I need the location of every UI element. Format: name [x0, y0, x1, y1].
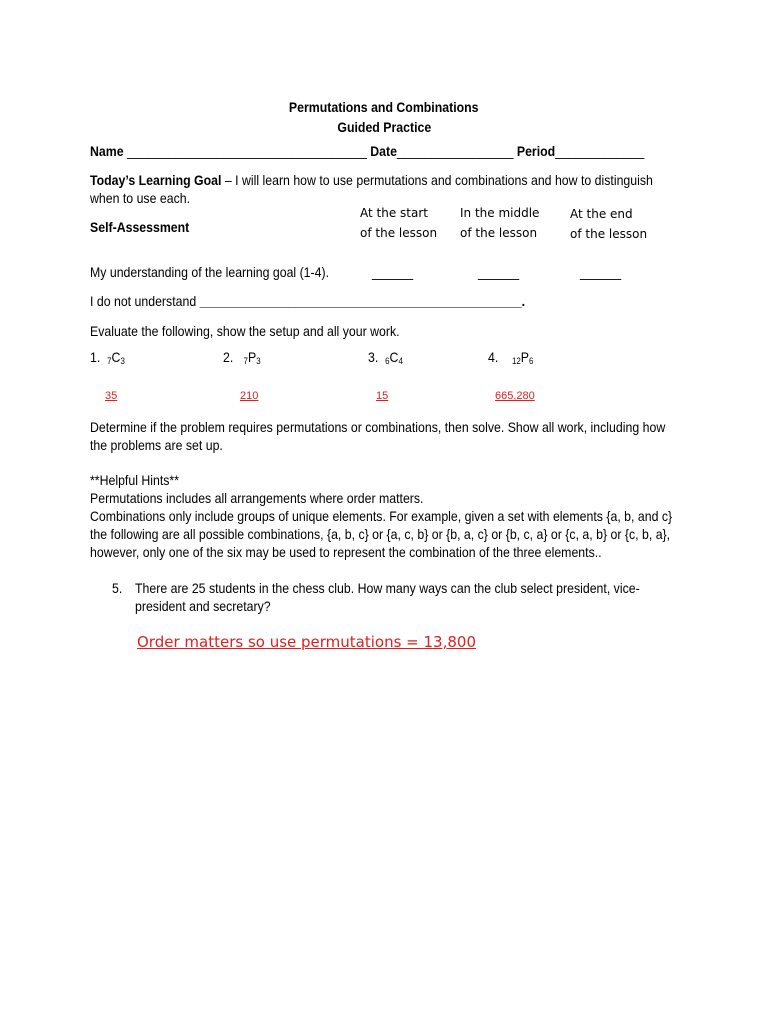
hints-title: **Helpful Hints**: [90, 472, 180, 488]
problem-3: 3. 6C4: [368, 349, 403, 366]
learning-goal-label: Today’s Learning Goal: [90, 172, 222, 188]
name-label: Name: [90, 143, 124, 159]
column-end: At the end of the lesson: [570, 207, 648, 241]
problem-4: 4. 12P6: [488, 349, 534, 366]
hints-line-2: Combinations only include groups of unique elements. For example, given a set with elements {a, b, and c}: [90, 508, 673, 524]
date-blank[interactable]: _________________: [396, 143, 514, 159]
determine-line-1: Determine if the problem requires permutations or combinations, then solve. Show all work, including how: [90, 419, 666, 435]
problem-5-number: 5.: [112, 580, 123, 596]
answer-3: 15: [376, 390, 389, 402]
problem-1: 1. 7C3: [90, 349, 125, 366]
not-understand-label: I do not understand: [90, 293, 197, 309]
problem-5-line-2: president and secretary?: [135, 598, 271, 614]
answer-2: 210: [240, 390, 259, 402]
date-label: Date: [370, 143, 397, 159]
hints-line-1: Permutations includes all arrangements where order matters.: [90, 490, 424, 506]
learning-goal-text: – I will learn how to use permutations and combinations and how to distinguish: [221, 172, 653, 188]
answer-1: 35: [105, 390, 118, 402]
problem-2: 2. 7P3: [223, 349, 261, 366]
name-date-period-row: [90, 143, 644, 159]
learning-goal: [90, 172, 653, 188]
name-blank[interactable]: ___________________________________: [126, 143, 367, 159]
answer-4: 665,280: [495, 390, 535, 402]
period-blank[interactable]: _____________: [555, 143, 645, 159]
page-title: Permutations and Combinations: [289, 99, 479, 115]
page-subtitle: Guided Practice: [337, 119, 431, 135]
hints-line-3: the following are all possible combinations, {a, b, c} or {a, c, b} or {b, a, c} or {b, c, a} or {c, a, b} or {c, b, a},: [90, 526, 671, 542]
not-understand-row: [90, 293, 525, 309]
understanding-label: My understanding of the learning goal (1-4).: [90, 264, 330, 280]
understanding-blank-middle[interactable]: ______: [478, 264, 520, 280]
self-assessment-label: Self-Assessment: [90, 219, 190, 235]
column-middle: In the middle of the lesson: [460, 206, 540, 240]
understanding-blank-start[interactable]: ______: [372, 264, 414, 280]
problem-5-line-1: There are 25 students in the chess club. How many ways can the club select president, vice-: [135, 580, 640, 596]
period-label: Period: [516, 143, 556, 159]
understanding-blank-end[interactable]: ______: [580, 264, 622, 280]
hints-line-4: however, only one of the six may be used to represent the combination of the three elements..: [90, 544, 602, 560]
learning-goal-text-2: when to use each.: [90, 190, 191, 206]
determine-line-2: the problems are set up.: [90, 437, 223, 453]
not-understand-blank[interactable]: _______________________________________________.: [199, 293, 526, 309]
evaluate-instruction: Evaluate the following, show the setup and all your work.: [90, 323, 400, 339]
column-start: At the start of the lesson: [360, 206, 438, 240]
problem-5-answer: Order matters so use permutations = 13,800: [137, 633, 477, 651]
